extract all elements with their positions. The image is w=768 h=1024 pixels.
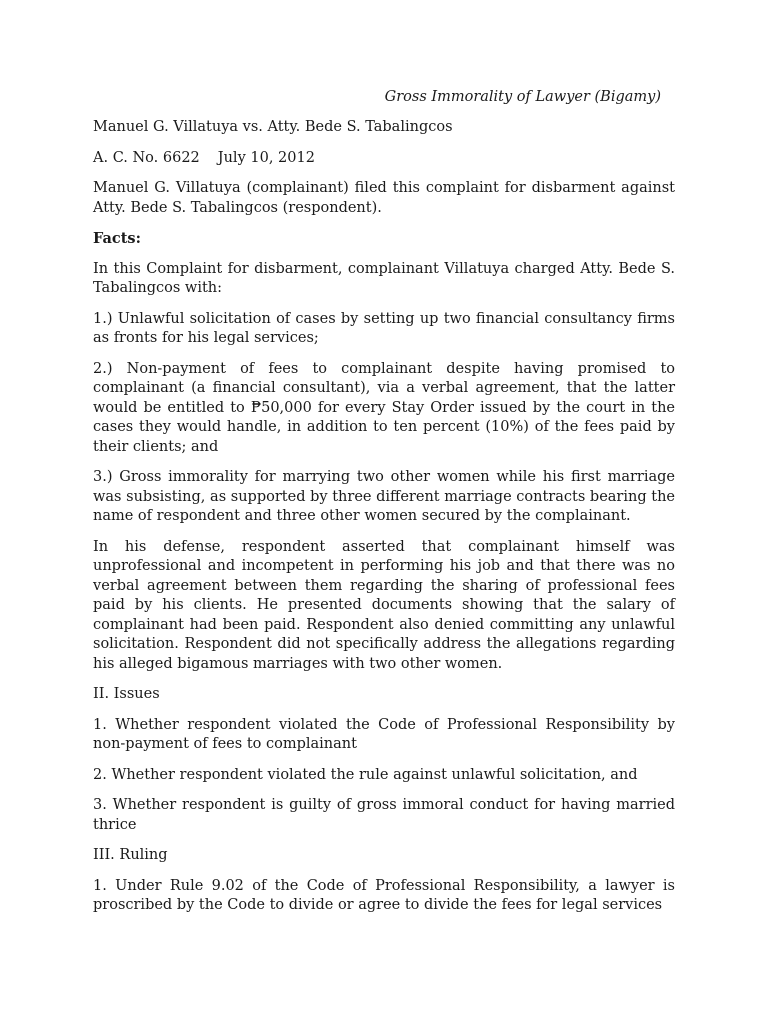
- facts-intro-paragraph: In this Complaint for disbarment, complainant Villatuya charged Atty. Bede S. Tabalingcos with:: [93, 260, 675, 296]
- charge-item-1: 1.) Unlawful solicitation of cases by setting up two financial consultancy firms as fronts for his legal services;: [93, 310, 675, 346]
- issue-item-2: 2. Whether respondent violated the rule against unlawful solicitation, and: [93, 766, 638, 783]
- case-title: Manuel G. Villatuya vs. Atty. Bede S. Tabalingcos: [93, 119, 453, 135]
- case-reference: [93, 149, 675, 169]
- document-page: [93, 87, 675, 927]
- intro-paragraph: Manuel G. Villatuya (complainant) filed this complaint for disbarment against Atty. Bede S. Tabalingcos (respondent).: [93, 180, 675, 216]
- issue-item-1: 1. Whether respondent violated the Code of Professional Responsibility by non-payment of fees to complainant: [93, 716, 675, 752]
- case-number: A. C. No. 6622: [93, 149, 200, 166]
- charge-item-2: 2.) Non-payment of fees to complainant despite having promised to complainant (a financial consultant), via a verbal agreement, that the latter would be entitled to ₱50,000 for every Stay Order issued by the court in the cases they would handle, in addition to ten percent (10%) of the fees paid by their clients; and: [93, 360, 675, 455]
- issues-heading: II. Issues: [93, 686, 160, 702]
- issue-item-3: 3. Whether respondent is guilty of gross immoral conduct for having married thrice: [93, 797, 675, 833]
- facts-heading: Facts:: [93, 230, 141, 247]
- document-header-title: Gross Immorality of Lawyer (Bigamy): [384, 89, 661, 105]
- ruling-paragraph-1: 1. Under Rule 9.02 of the Code of Professional Responsibility, a lawyer is proscribed by the Code to divide or agree to divide the fees for legal services: [93, 877, 675, 913]
- defense-paragraph: In his defense, respondent asserted that complainant himself was unprofessional and incompetent in performing his job and that there was no verbal agreement between them regarding the sharing of professional fees paid by his clients. He presented documents showing that the salary of complainant had been paid. Respondent also denied committing any unlawful solicitation. Respondent did not specifically address the allegations regarding his alleged bigamous marriages with two other women.: [93, 538, 675, 672]
- charge-item-3: 3.) Gross immorality for marrying two other women while his first marriage was subsisting, as supported by three different marriage contracts bearing the name of respondent and three other women secured by the complainant.: [93, 469, 675, 524]
- ruling-heading: III. Ruling: [93, 847, 168, 863]
- case-date: July 10, 2012: [217, 149, 315, 166]
